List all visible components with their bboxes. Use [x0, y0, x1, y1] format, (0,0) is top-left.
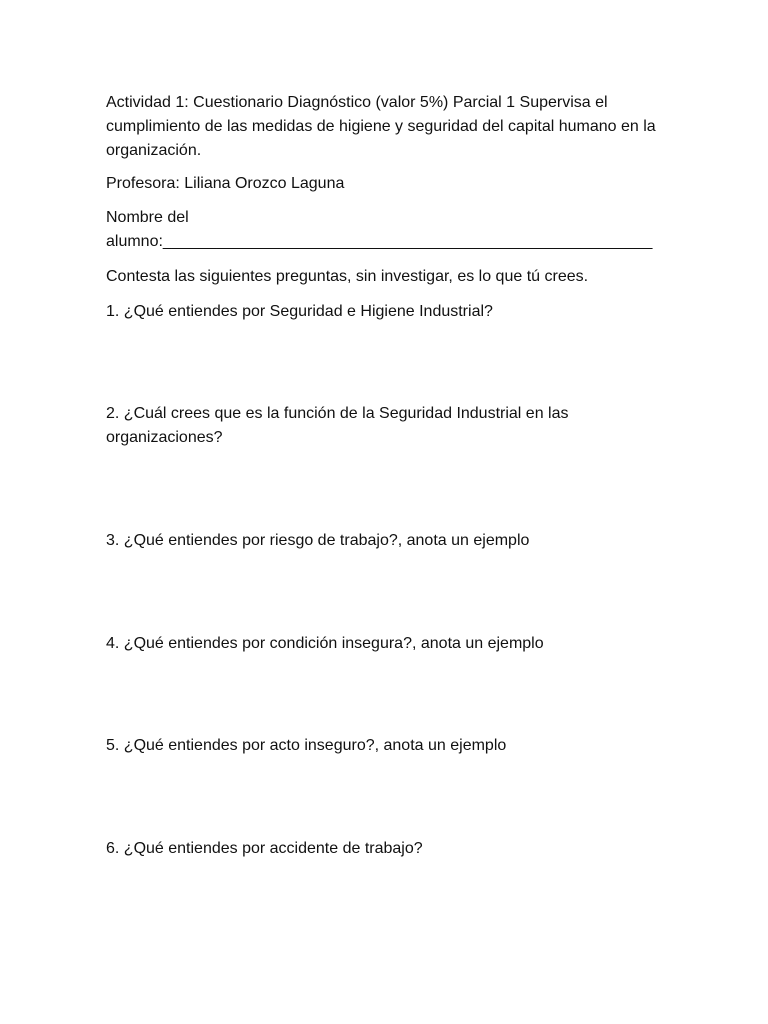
- question-1: 1. ¿Qué entiendes por Seguridad e Higiene Industrial?: [106, 303, 493, 320]
- student-name-field: [106, 206, 666, 254]
- instructions: Contesta las siguientes preguntas, sin investigar, es lo que tú crees.: [106, 268, 589, 285]
- student-label-line-2: alumno:_______________________________________________________: [106, 233, 653, 250]
- question-2: 2. ¿Cuál crees que es la función de la Seguridad Industrial en las organizaciones?: [106, 405, 569, 446]
- teacher-name: Profesora: Liliana Orozco Laguna: [106, 175, 345, 192]
- question-5: 5. ¿Qué entiendes por acto inseguro?, anota un ejemplo: [106, 737, 507, 754]
- activity-title: Actividad 1: Cuestionario Diagnóstico (valor 5%) Parcial 1 Supervisa el cumplimiento de las medidas de higiene y seguridad del capital humano en la organización.: [106, 94, 656, 159]
- question-4: 4. ¿Qué entiendes por condición insegura?, anota un ejemplo: [106, 635, 544, 652]
- question-6: 6. ¿Qué entiendes por accidente de trabajo?: [106, 840, 423, 857]
- student-label-line-1: Nombre del: [106, 209, 189, 226]
- question-3: 3. ¿Qué entiendes por riesgo de trabajo?, anota un ejemplo: [106, 532, 530, 549]
